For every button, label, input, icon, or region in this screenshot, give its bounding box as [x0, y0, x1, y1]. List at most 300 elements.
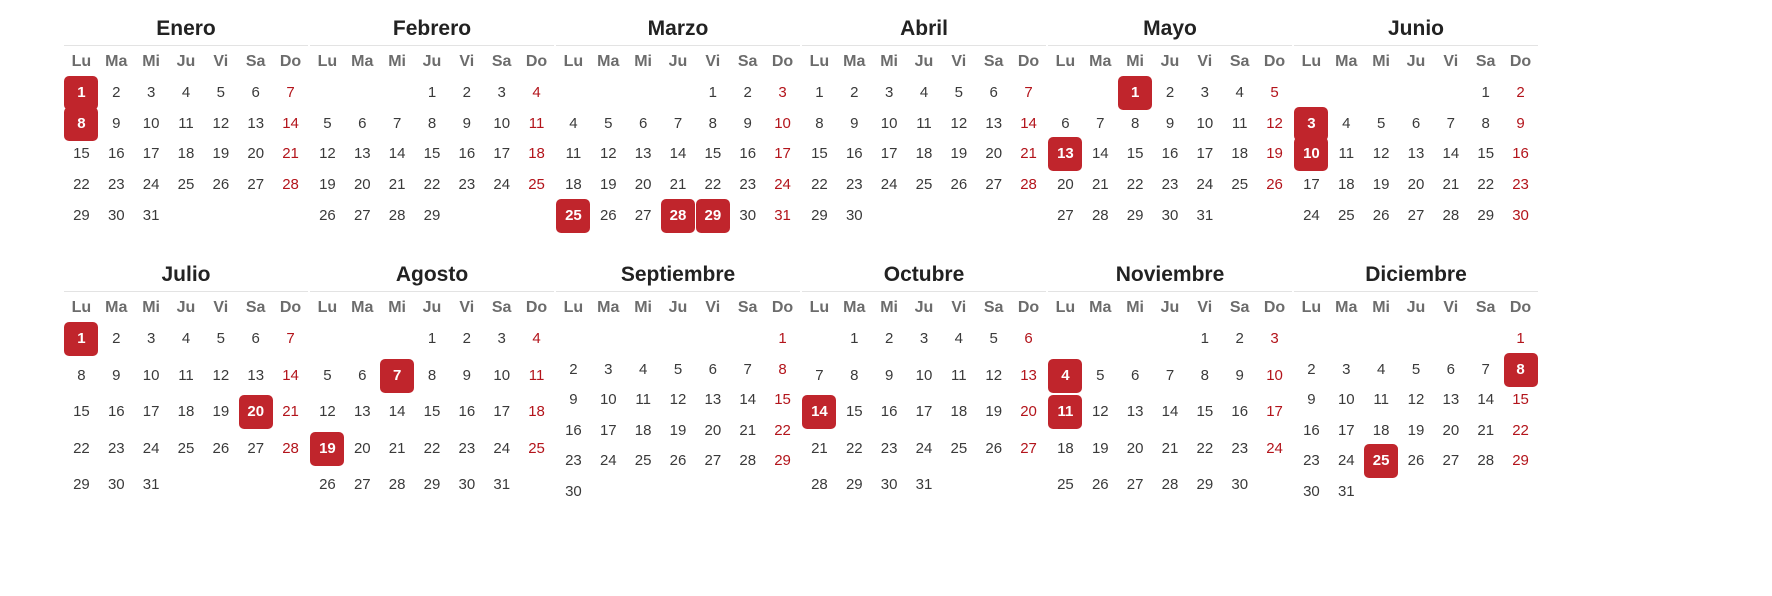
calendar-day[interactable]: 10 — [1337, 391, 1355, 409]
calendar-day[interactable]: 26 — [319, 476, 336, 493]
calendar-day[interactable]: 3 — [497, 330, 506, 347]
calendar-day[interactable]: 5 — [1096, 366, 1105, 384]
calendar-day[interactable]: 11 — [178, 366, 194, 384]
calendar-day[interactable]: 20 — [1407, 176, 1425, 194]
calendar-day[interactable]: 9 — [462, 366, 472, 384]
calendar-day[interactable]: 6 — [1061, 114, 1070, 132]
calendar-day[interactable]: 9 — [569, 391, 578, 409]
calendar-day[interactable]: 20 — [353, 176, 371, 194]
calendar-day[interactable]: 8 — [1481, 114, 1490, 132]
calendar-day[interactable]: 28 — [739, 452, 757, 470]
calendar-day[interactable]: 22 — [1477, 176, 1495, 194]
calendar-day[interactable]: 24 — [1337, 452, 1355, 470]
calendar-day[interactable]: 31 — [1196, 206, 1214, 224]
calendar-day[interactable]: 6 — [358, 114, 367, 132]
calendar-day[interactable]: 30 — [739, 206, 757, 224]
calendar-day[interactable]: 14 — [669, 145, 687, 163]
calendar-day[interactable]: 8 — [850, 366, 859, 384]
calendar-day[interactable]: 6 — [989, 84, 998, 101]
calendar-day[interactable]: 25 — [1231, 176, 1249, 194]
calendar-day[interactable]: 21 — [388, 176, 406, 194]
calendar-day[interactable]: 27 — [353, 206, 371, 224]
calendar-day[interactable]: 14 — [282, 366, 299, 384]
calendar-day[interactable]: 29 — [423, 476, 441, 493]
calendar-day[interactable]: 31 — [142, 206, 160, 224]
calendar-day[interactable]: 5 — [1270, 84, 1279, 101]
calendar-day[interactable]: 2 — [1235, 330, 1244, 347]
calendar-day[interactable]: 12 — [212, 114, 230, 132]
calendar-day[interactable]: 6 — [1446, 360, 1456, 378]
calendar-day[interactable]: 21 — [669, 176, 687, 194]
calendar-day[interactable]: 7 — [1024, 84, 1033, 101]
calendar-day[interactable]: 17 — [1196, 145, 1214, 163]
calendar-day[interactable]: 27 — [247, 176, 265, 194]
calendar-day[interactable]: 22 — [704, 176, 722, 194]
holiday-day[interactable]: 1 — [1118, 76, 1152, 110]
calendar-day[interactable]: 7 — [286, 84, 295, 101]
calendar-day[interactable]: 6 — [251, 330, 260, 347]
calendar-day[interactable]: 13 — [704, 391, 722, 409]
calendar-day[interactable]: 4 — [1342, 114, 1351, 132]
calendar-day[interactable]: 1 — [427, 330, 437, 347]
calendar-day[interactable]: 11 — [178, 114, 194, 132]
calendar-day[interactable]: 14 — [1442, 145, 1460, 163]
holiday-day[interactable]: 10 — [1294, 137, 1328, 171]
calendar-day[interactable]: 11 — [951, 366, 967, 384]
calendar-day[interactable]: 26 — [1407, 452, 1425, 470]
calendar-day[interactable]: 4 — [181, 84, 191, 101]
calendar-day[interactable]: 26 — [319, 206, 336, 224]
calendar-day[interactable]: 23 — [107, 439, 125, 457]
calendar-day[interactable]: 14 — [739, 391, 757, 409]
calendar-day[interactable]: 1 — [708, 84, 718, 101]
calendar-day[interactable]: 28 — [388, 206, 406, 224]
calendar-day[interactable]: 15 — [811, 145, 828, 163]
calendar-day[interactable]: 29 — [1196, 476, 1214, 493]
calendar-day[interactable]: 19 — [669, 421, 687, 439]
calendar-day[interactable]: 16 — [1161, 145, 1179, 163]
calendar-day[interactable]: 4 — [1235, 84, 1244, 101]
calendar-day[interactable]: 20 — [1442, 421, 1460, 439]
calendar-day[interactable]: 21 — [1442, 176, 1460, 194]
calendar-day[interactable]: 18 — [950, 403, 968, 420]
calendar-day[interactable]: 16 — [565, 421, 582, 439]
calendar-day[interactable]: 10 — [493, 114, 511, 132]
calendar-day[interactable]: 26 — [950, 176, 968, 194]
calendar-day[interactable]: 7 — [815, 366, 824, 384]
calendar-day[interactable]: 18 — [915, 145, 933, 163]
calendar-day[interactable]: 3 — [146, 84, 156, 101]
calendar-day[interactable]: 14 — [388, 145, 406, 163]
calendar-day[interactable]: 18 — [528, 403, 545, 420]
holiday-day[interactable]: 25 — [556, 199, 590, 233]
calendar-day[interactable]: 25 — [1337, 206, 1355, 224]
calendar-day[interactable]: 21 — [1091, 176, 1109, 194]
calendar-day[interactable]: 28 — [1091, 206, 1109, 224]
calendar-day[interactable]: 13 — [353, 145, 371, 163]
calendar-day[interactable]: 2 — [112, 330, 121, 347]
calendar-day[interactable]: 17 — [142, 145, 160, 163]
calendar-day[interactable]: 19 — [1266, 145, 1283, 163]
calendar-day[interactable]: 21 — [1020, 145, 1037, 163]
calendar-day[interactable]: 5 — [604, 114, 613, 132]
calendar-day[interactable]: 15 — [73, 403, 90, 420]
calendar-day[interactable]: 2 — [112, 84, 121, 101]
calendar-day[interactable]: 9 — [1235, 366, 1244, 384]
calendar-day[interactable]: 27 — [704, 452, 722, 470]
calendar-day[interactable]: 2 — [884, 330, 894, 347]
calendar-day[interactable]: 7 — [1096, 114, 1105, 132]
calendar-day[interactable]: 29 — [811, 206, 828, 224]
calendar-day[interactable]: 22 — [1126, 176, 1144, 194]
calendar-day[interactable]: 24 — [880, 176, 898, 194]
calendar-day[interactable]: 15 — [774, 391, 791, 409]
calendar-day[interactable]: 3 — [1342, 360, 1351, 378]
calendar-day[interactable]: 3 — [1270, 330, 1279, 347]
calendar-day[interactable]: 11 — [528, 114, 545, 132]
calendar-day[interactable]: 17 — [774, 145, 791, 163]
holiday-day[interactable]: 14 — [802, 395, 836, 429]
calendar-day[interactable]: 7 — [1481, 360, 1490, 378]
calendar-day[interactable]: 24 — [493, 439, 511, 457]
calendar-day[interactable]: 9 — [743, 114, 752, 132]
calendar-day[interactable]: 19 — [950, 145, 968, 163]
calendar-day[interactable]: 18 — [177, 145, 195, 163]
calendar-day[interactable]: 4 — [638, 360, 648, 378]
calendar-day[interactable]: 5 — [1411, 360, 1421, 378]
calendar-day[interactable]: 9 — [850, 114, 859, 132]
calendar-day[interactable]: 3 — [1200, 84, 1210, 101]
calendar-day[interactable]: 15 — [845, 403, 863, 420]
calendar-day[interactable]: 20 — [985, 145, 1003, 163]
calendar-day[interactable]: 28 — [388, 476, 406, 493]
holiday-day[interactable]: 28 — [661, 199, 695, 233]
calendar-day[interactable]: 13 — [1020, 366, 1037, 384]
calendar-day[interactable]: 25 — [634, 452, 652, 470]
calendar-day[interactable]: 30 — [1161, 206, 1179, 224]
calendar-day[interactable]: 12 — [1407, 391, 1425, 409]
calendar-day[interactable]: 2 — [462, 330, 472, 347]
holiday-day[interactable]: 29 — [696, 199, 730, 233]
holiday-day[interactable]: 11 — [1048, 395, 1082, 429]
calendar-day[interactable]: 2 — [1165, 84, 1175, 101]
calendar-day[interactable]: 17 — [142, 403, 160, 420]
calendar-day[interactable]: 5 — [673, 360, 683, 378]
holiday-day[interactable]: 19 — [310, 432, 344, 466]
calendar-day[interactable]: 20 — [1020, 403, 1037, 420]
calendar-day[interactable]: 9 — [1165, 114, 1175, 132]
calendar-day[interactable]: 20 — [1126, 439, 1144, 457]
calendar-day[interactable]: 6 — [1024, 330, 1033, 347]
calendar-day[interactable]: 12 — [1372, 145, 1390, 163]
calendar-day[interactable]: 11 — [1373, 391, 1389, 409]
calendar-day[interactable]: 17 — [599, 421, 617, 439]
calendar-day[interactable]: 23 — [1303, 452, 1320, 470]
calendar-day[interactable]: 11 — [565, 145, 582, 163]
calendar-day[interactable]: 1 — [427, 84, 437, 101]
calendar-day[interactable]: 22 — [423, 176, 441, 194]
calendar-day[interactable]: 2 — [462, 84, 472, 101]
calendar-day[interactable]: 29 — [774, 452, 791, 470]
calendar-day[interactable]: 3 — [778, 84, 787, 101]
calendar-day[interactable]: 19 — [985, 403, 1003, 420]
calendar-day[interactable]: 4 — [569, 114, 578, 132]
calendar-day[interactable]: 22 — [423, 439, 441, 457]
calendar-day[interactable]: 30 — [565, 483, 582, 500]
calendar-day[interactable]: 11 — [1338, 145, 1355, 163]
calendar-day[interactable]: 8 — [427, 114, 437, 132]
calendar-day[interactable]: 26 — [1266, 176, 1283, 194]
calendar-day[interactable]: 27 — [1442, 452, 1460, 470]
calendar-day[interactable]: 8 — [77, 366, 86, 384]
calendar-day[interactable]: 24 — [774, 176, 791, 194]
calendar-day[interactable]: 10 — [1266, 366, 1283, 384]
calendar-day[interactable]: 20 — [1057, 176, 1074, 194]
calendar-day[interactable]: 18 — [565, 176, 582, 194]
calendar-day[interactable]: 16 — [880, 403, 898, 420]
calendar-day[interactable]: 18 — [1231, 145, 1249, 163]
calendar-day[interactable]: 13 — [1407, 145, 1425, 163]
calendar-day[interactable]: 6 — [638, 114, 648, 132]
calendar-day[interactable]: 1 — [1200, 330, 1210, 347]
calendar-day[interactable]: 27 — [353, 476, 371, 493]
holiday-day[interactable]: 7 — [380, 359, 414, 393]
calendar-day[interactable]: 16 — [1303, 421, 1320, 439]
holiday-day[interactable]: 25 — [1364, 444, 1398, 478]
calendar-day[interactable]: 16 — [1512, 145, 1529, 163]
calendar-day[interactable]: 16 — [845, 145, 863, 163]
holiday-day[interactable]: 8 — [64, 107, 98, 141]
calendar-day[interactable]: 17 — [493, 403, 511, 420]
calendar-day[interactable]: 19 — [212, 403, 230, 420]
calendar-day[interactable]: 26 — [599, 206, 617, 224]
calendar-day[interactable]: 25 — [528, 176, 545, 194]
calendar-day[interactable]: 6 — [1130, 366, 1140, 384]
calendar-day[interactable]: 1 — [1481, 84, 1490, 101]
calendar-day[interactable]: 2 — [743, 84, 752, 101]
calendar-day[interactable]: 9 — [112, 366, 121, 384]
calendar-day[interactable]: 14 — [1161, 403, 1179, 420]
calendar-day[interactable]: 4 — [954, 330, 964, 347]
calendar-day[interactable]: 5 — [1376, 114, 1386, 132]
calendar-day[interactable]: 15 — [1477, 145, 1495, 163]
calendar-day[interactable]: 28 — [282, 176, 299, 194]
calendar-day[interactable]: 13 — [985, 114, 1003, 132]
calendar-day[interactable]: 25 — [1057, 476, 1074, 493]
calendar-day[interactable]: 5 — [989, 330, 998, 347]
calendar-day[interactable]: 31 — [1337, 483, 1355, 500]
calendar-day[interactable]: 17 — [493, 145, 511, 163]
calendar-day[interactable]: 9 — [112, 114, 121, 132]
calendar-day[interactable]: 3 — [919, 330, 929, 347]
calendar-day[interactable]: 26 — [1372, 206, 1390, 224]
calendar-day[interactable]: 4 — [1376, 360, 1386, 378]
calendar-day[interactable]: 29 — [845, 476, 863, 493]
calendar-day[interactable]: 12 — [319, 145, 336, 163]
calendar-day[interactable]: 15 — [704, 145, 722, 163]
calendar-day[interactable]: 21 — [1477, 421, 1495, 439]
calendar-day[interactable]: 29 — [73, 476, 90, 493]
holiday-day[interactable]: 13 — [1048, 137, 1082, 171]
calendar-day[interactable]: 4 — [532, 330, 541, 347]
calendar-day[interactable]: 5 — [323, 366, 332, 384]
calendar-day[interactable]: 27 — [1020, 439, 1037, 457]
calendar-day[interactable]: 10 — [1196, 114, 1214, 132]
calendar-day[interactable]: 20 — [353, 439, 371, 457]
calendar-day[interactable]: 21 — [282, 145, 299, 163]
calendar-day[interactable]: 20 — [247, 145, 265, 163]
calendar-day[interactable]: 8 — [708, 114, 718, 132]
calendar-day[interactable]: 21 — [1161, 439, 1179, 457]
calendar-day[interactable]: 4 — [919, 84, 929, 101]
calendar-day[interactable]: 17 — [1337, 421, 1355, 439]
calendar-day[interactable]: 23 — [107, 176, 125, 194]
calendar-day[interactable]: 23 — [458, 439, 476, 457]
calendar-day[interactable]: 24 — [599, 452, 617, 470]
calendar-day[interactable]: 24 — [1196, 176, 1214, 194]
calendar-day[interactable]: 30 — [1512, 206, 1529, 224]
calendar-day[interactable]: 21 — [388, 439, 406, 457]
calendar-day[interactable]: 22 — [811, 176, 828, 194]
calendar-day[interactable]: 12 — [1266, 114, 1283, 132]
calendar-day[interactable]: 30 — [107, 206, 125, 224]
calendar-day[interactable]: 13 — [634, 145, 652, 163]
calendar-day[interactable]: 9 — [462, 114, 472, 132]
calendar-day[interactable]: 15 — [1512, 391, 1529, 409]
calendar-day[interactable]: 23 — [1231, 439, 1249, 457]
calendar-day[interactable]: 24 — [1303, 206, 1320, 224]
calendar-day[interactable]: 28 — [1477, 452, 1495, 470]
calendar-day[interactable]: 1 — [850, 330, 859, 347]
calendar-day[interactable]: 7 — [392, 114, 402, 132]
calendar-day[interactable]: 26 — [212, 176, 230, 194]
calendar-day[interactable]: 25 — [915, 176, 933, 194]
calendar-day[interactable]: 15 — [1196, 403, 1214, 420]
calendar-day[interactable]: 9 — [1516, 114, 1525, 132]
calendar-day[interactable]: 12 — [212, 366, 230, 384]
calendar-day[interactable]: 16 — [107, 403, 125, 420]
calendar-day[interactable]: 12 — [669, 391, 687, 409]
calendar-day[interactable]: 8 — [427, 366, 437, 384]
calendar-day[interactable]: 13 — [1126, 403, 1144, 420]
calendar-day[interactable]: 10 — [774, 114, 791, 132]
calendar-day[interactable]: 6 — [708, 360, 718, 378]
calendar-day[interactable]: 18 — [1372, 421, 1390, 439]
calendar-day[interactable]: 13 — [247, 366, 265, 384]
calendar-day[interactable]: 27 — [1057, 206, 1074, 224]
calendar-day[interactable]: 29 — [1126, 206, 1144, 224]
calendar-day[interactable]: 19 — [212, 145, 230, 163]
calendar-day[interactable]: 1 — [778, 330, 787, 347]
calendar-day[interactable]: 26 — [669, 452, 687, 470]
calendar-day[interactable]: 18 — [1057, 439, 1074, 457]
calendar-day[interactable]: 23 — [739, 176, 757, 194]
calendar-day[interactable]: 19 — [599, 176, 617, 194]
calendar-day[interactable]: 30 — [458, 476, 476, 493]
calendar-day[interactable]: 23 — [880, 439, 898, 457]
calendar-day[interactable]: 14 — [1477, 391, 1495, 409]
calendar-day[interactable]: 28 — [1161, 476, 1179, 493]
calendar-day[interactable]: 14 — [1020, 114, 1037, 132]
calendar-day[interactable]: 27 — [247, 439, 265, 457]
calendar-day[interactable]: 8 — [1200, 366, 1210, 384]
calendar-day[interactable]: 22 — [73, 439, 90, 457]
calendar-day[interactable]: 16 — [739, 145, 757, 163]
calendar-day[interactable]: 5 — [954, 84, 964, 101]
calendar-day[interactable]: 27 — [1407, 206, 1425, 224]
calendar-day[interactable]: 2 — [850, 84, 859, 101]
calendar-day[interactable]: 31 — [774, 206, 791, 224]
calendar-day[interactable]: 17 — [915, 403, 933, 420]
calendar-day[interactable]: 12 — [599, 145, 617, 163]
calendar-day[interactable]: 6 — [251, 84, 260, 101]
calendar-day[interactable]: 22 — [73, 176, 90, 194]
calendar-day[interactable]: 7 — [1446, 114, 1456, 132]
calendar-day[interactable]: 26 — [985, 439, 1003, 457]
calendar-day[interactable]: 16 — [458, 403, 476, 420]
holiday-day[interactable]: 1 — [64, 322, 98, 356]
calendar-day[interactable]: 10 — [880, 114, 898, 132]
calendar-day[interactable]: 27 — [634, 206, 652, 224]
calendar-day[interactable]: 30 — [1303, 483, 1320, 500]
calendar-day[interactable]: 31 — [142, 476, 160, 493]
calendar-day[interactable]: 17 — [1303, 176, 1320, 194]
calendar-day[interactable]: 3 — [146, 330, 156, 347]
calendar-day[interactable]: 1 — [815, 84, 824, 101]
calendar-day[interactable]: 29 — [1512, 452, 1529, 470]
calendar-day[interactable]: 11 — [528, 366, 545, 384]
calendar-day[interactable]: 25 — [528, 439, 545, 457]
calendar-day[interactable]: 3 — [497, 84, 506, 101]
calendar-day[interactable]: 18 — [634, 421, 652, 439]
calendar-day[interactable]: 28 — [811, 476, 828, 493]
calendar-day[interactable]: 15 — [1126, 145, 1144, 163]
calendar-day[interactable]: 23 — [565, 452, 582, 470]
calendar-day[interactable]: 7 — [1165, 366, 1175, 384]
calendar-day[interactable]: 6 — [1411, 114, 1421, 132]
calendar-day[interactable]: 24 — [915, 439, 933, 457]
calendar-day[interactable]: 22 — [845, 439, 863, 457]
calendar-day[interactable]: 30 — [107, 476, 125, 493]
calendar-day[interactable]: 25 — [177, 439, 195, 457]
calendar-day[interactable]: 2 — [1516, 84, 1525, 101]
calendar-day[interactable]: 20 — [704, 421, 722, 439]
calendar-day[interactable]: 15 — [423, 145, 441, 163]
calendar-day[interactable]: 17 — [880, 145, 898, 163]
calendar-day[interactable]: 12 — [985, 366, 1003, 384]
calendar-day[interactable]: 8 — [1130, 114, 1140, 132]
calendar-day[interactable]: 17 — [1266, 403, 1283, 420]
calendar-day[interactable]: 11 — [635, 391, 651, 409]
calendar-day[interactable]: 9 — [884, 366, 894, 384]
calendar-day[interactable]: 3 — [884, 84, 894, 101]
calendar-day[interactable]: 15 — [423, 403, 441, 420]
calendar-day[interactable]: 18 — [177, 403, 195, 420]
calendar-day[interactable]: 16 — [458, 145, 476, 163]
holiday-day[interactable]: 20 — [239, 395, 273, 429]
calendar-day[interactable]: 19 — [319, 176, 336, 194]
calendar-day[interactable]: 28 — [1442, 206, 1460, 224]
calendar-day[interactable]: 8 — [815, 114, 824, 132]
calendar-day[interactable]: 14 — [1091, 145, 1109, 163]
calendar-day[interactable]: 15 — [73, 145, 90, 163]
calendar-day[interactable]: 18 — [1337, 176, 1355, 194]
calendar-day[interactable]: 28 — [282, 439, 299, 457]
calendar-day[interactable]: 27 — [1126, 476, 1144, 493]
calendar-day[interactable]: 12 — [950, 114, 968, 132]
calendar-day[interactable]: 23 — [845, 176, 863, 194]
calendar-day[interactable]: 5 — [216, 330, 226, 347]
